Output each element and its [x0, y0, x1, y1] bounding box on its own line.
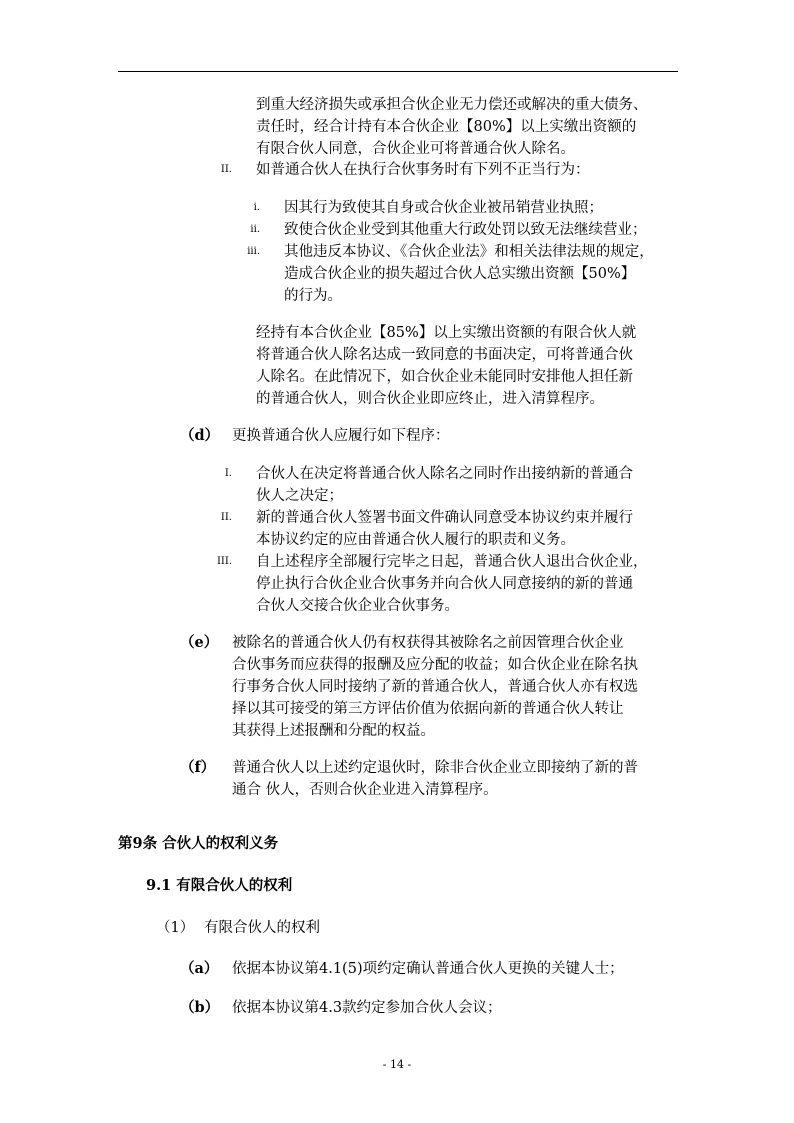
list-marker: III. — [216, 556, 232, 567]
list-marker: （f） — [180, 759, 216, 776]
list-marker: ii. — [250, 224, 260, 235]
list-item-text: 的行为。 — [284, 288, 342, 304]
list-item-text: 被除名的普通合伙人仍有权获得其被除名之前因管理合伙企业 — [232, 635, 624, 651]
list-item-text: 其获得上述报酬和分配的权益。 — [232, 723, 435, 739]
page-number: - 14 - — [382, 1058, 412, 1071]
list-item-text: 有限合伙人的权利 — [204, 920, 320, 936]
list-item-text: 更换普通合伙人应履行如下程序： — [232, 428, 450, 444]
list-item-text: 依据本协议第4.1(5)项约定确认普通合伙人更换的关键人士； — [232, 961, 624, 977]
list-item-text: 伙人之决定； — [256, 488, 343, 504]
list-item-text: 自上述程序全部履行完毕之日起，普通合伙人退出合伙企业， — [256, 554, 648, 570]
list-marker: （1） — [156, 920, 195, 936]
list-marker: I. — [224, 468, 232, 479]
list-item-text: 新的普通合伙人签署书面文件确认同意受本协议约束并履行 — [256, 510, 633, 526]
list-item-text: 通合 伙人，否则合伙企业进入清算程序。 — [232, 782, 498, 798]
text-line: 将普通合伙人除名达成一致同意的书面决定，可将普通合伙 — [256, 347, 633, 363]
list-marker: i. — [253, 202, 260, 213]
list-item-text: 合伙事务而应获得的报酬及应分配的收益；如合伙企业在除名执 — [232, 657, 638, 673]
list-item-text: 合伙人交接合伙企业合伙事务。 — [256, 598, 459, 614]
list-item-text: 造成合伙企业的损失超过合伙人总实缴出资额【50%】 — [284, 266, 636, 282]
list-item-text: 合伙人在决定将普通合伙人除名之同时作出接纳新的普通合 — [256, 466, 633, 482]
list-marker: （a） — [180, 960, 219, 977]
list-marker: II. — [220, 512, 232, 523]
text-line: 到重大经济损失或承担合伙企业无力偿还或解决的重大债务、 — [256, 97, 648, 113]
list-item-text: 普通合伙人以上述约定退伙时，除非合伙企业立即接纳了新的普 — [232, 760, 638, 776]
list-marker: II. — [220, 164, 232, 175]
text-line: 的普通合伙人，则合伙企业即应终止，进入清算程序。 — [256, 391, 604, 407]
list-item-text: 致使合伙企业受到其他重大行政处罚以致无法继续营业； — [284, 222, 647, 238]
list-marker: （e） — [180, 634, 219, 651]
list-item-text: 如普通合伙人在执行合伙事务时有下列不正当行为： — [256, 162, 590, 178]
header-rule — [118, 71, 678, 72]
list-marker: iii. — [247, 246, 260, 257]
text-line: 人除名。在此情况下，如合伙企业未能同时安排他人担任新 — [256, 369, 633, 385]
section-heading: 9.1 有限合伙人的权利 — [146, 877, 293, 894]
list-item-text: 本协议约定的应由普通合伙人履行的职责和义务。 — [256, 532, 575, 548]
list-item-text: 择以其可接受的第三方评估价值为依据向新的普通合伙人转让 — [232, 701, 624, 717]
list-marker: （d） — [180, 427, 220, 444]
text-line: 有限合伙人同意，合伙企业可将普通合伙人除名。 — [256, 141, 575, 157]
text-line: 经持有本合伙企业【85%】以上实缴出资额的有限合伙人就 — [256, 325, 637, 341]
article-heading: 第9条 合伙人的权利义务 — [118, 835, 279, 852]
text-line: 责任时，经合计持有本合伙企业【80%】以上实缴出资额的 — [256, 119, 637, 135]
list-item-text: 因其行为致使其自身或合伙企业被吊销营业执照； — [284, 200, 603, 216]
list-item-text: 依据本协议第4.3款约定参加合伙人会议； — [232, 1000, 502, 1016]
list-item-text: 停止执行合伙企业合伙事务并向合伙人同意接纳的新的普通 — [256, 576, 633, 592]
list-item-text: 行事务合伙人同时接纳了新的普通合伙人，普通合伙人亦有权选 — [232, 679, 638, 695]
list-item-text: 其他违反本协议、《合伙企业法》和相关法律法规的规定， — [284, 244, 654, 260]
list-marker: （b） — [180, 999, 220, 1016]
